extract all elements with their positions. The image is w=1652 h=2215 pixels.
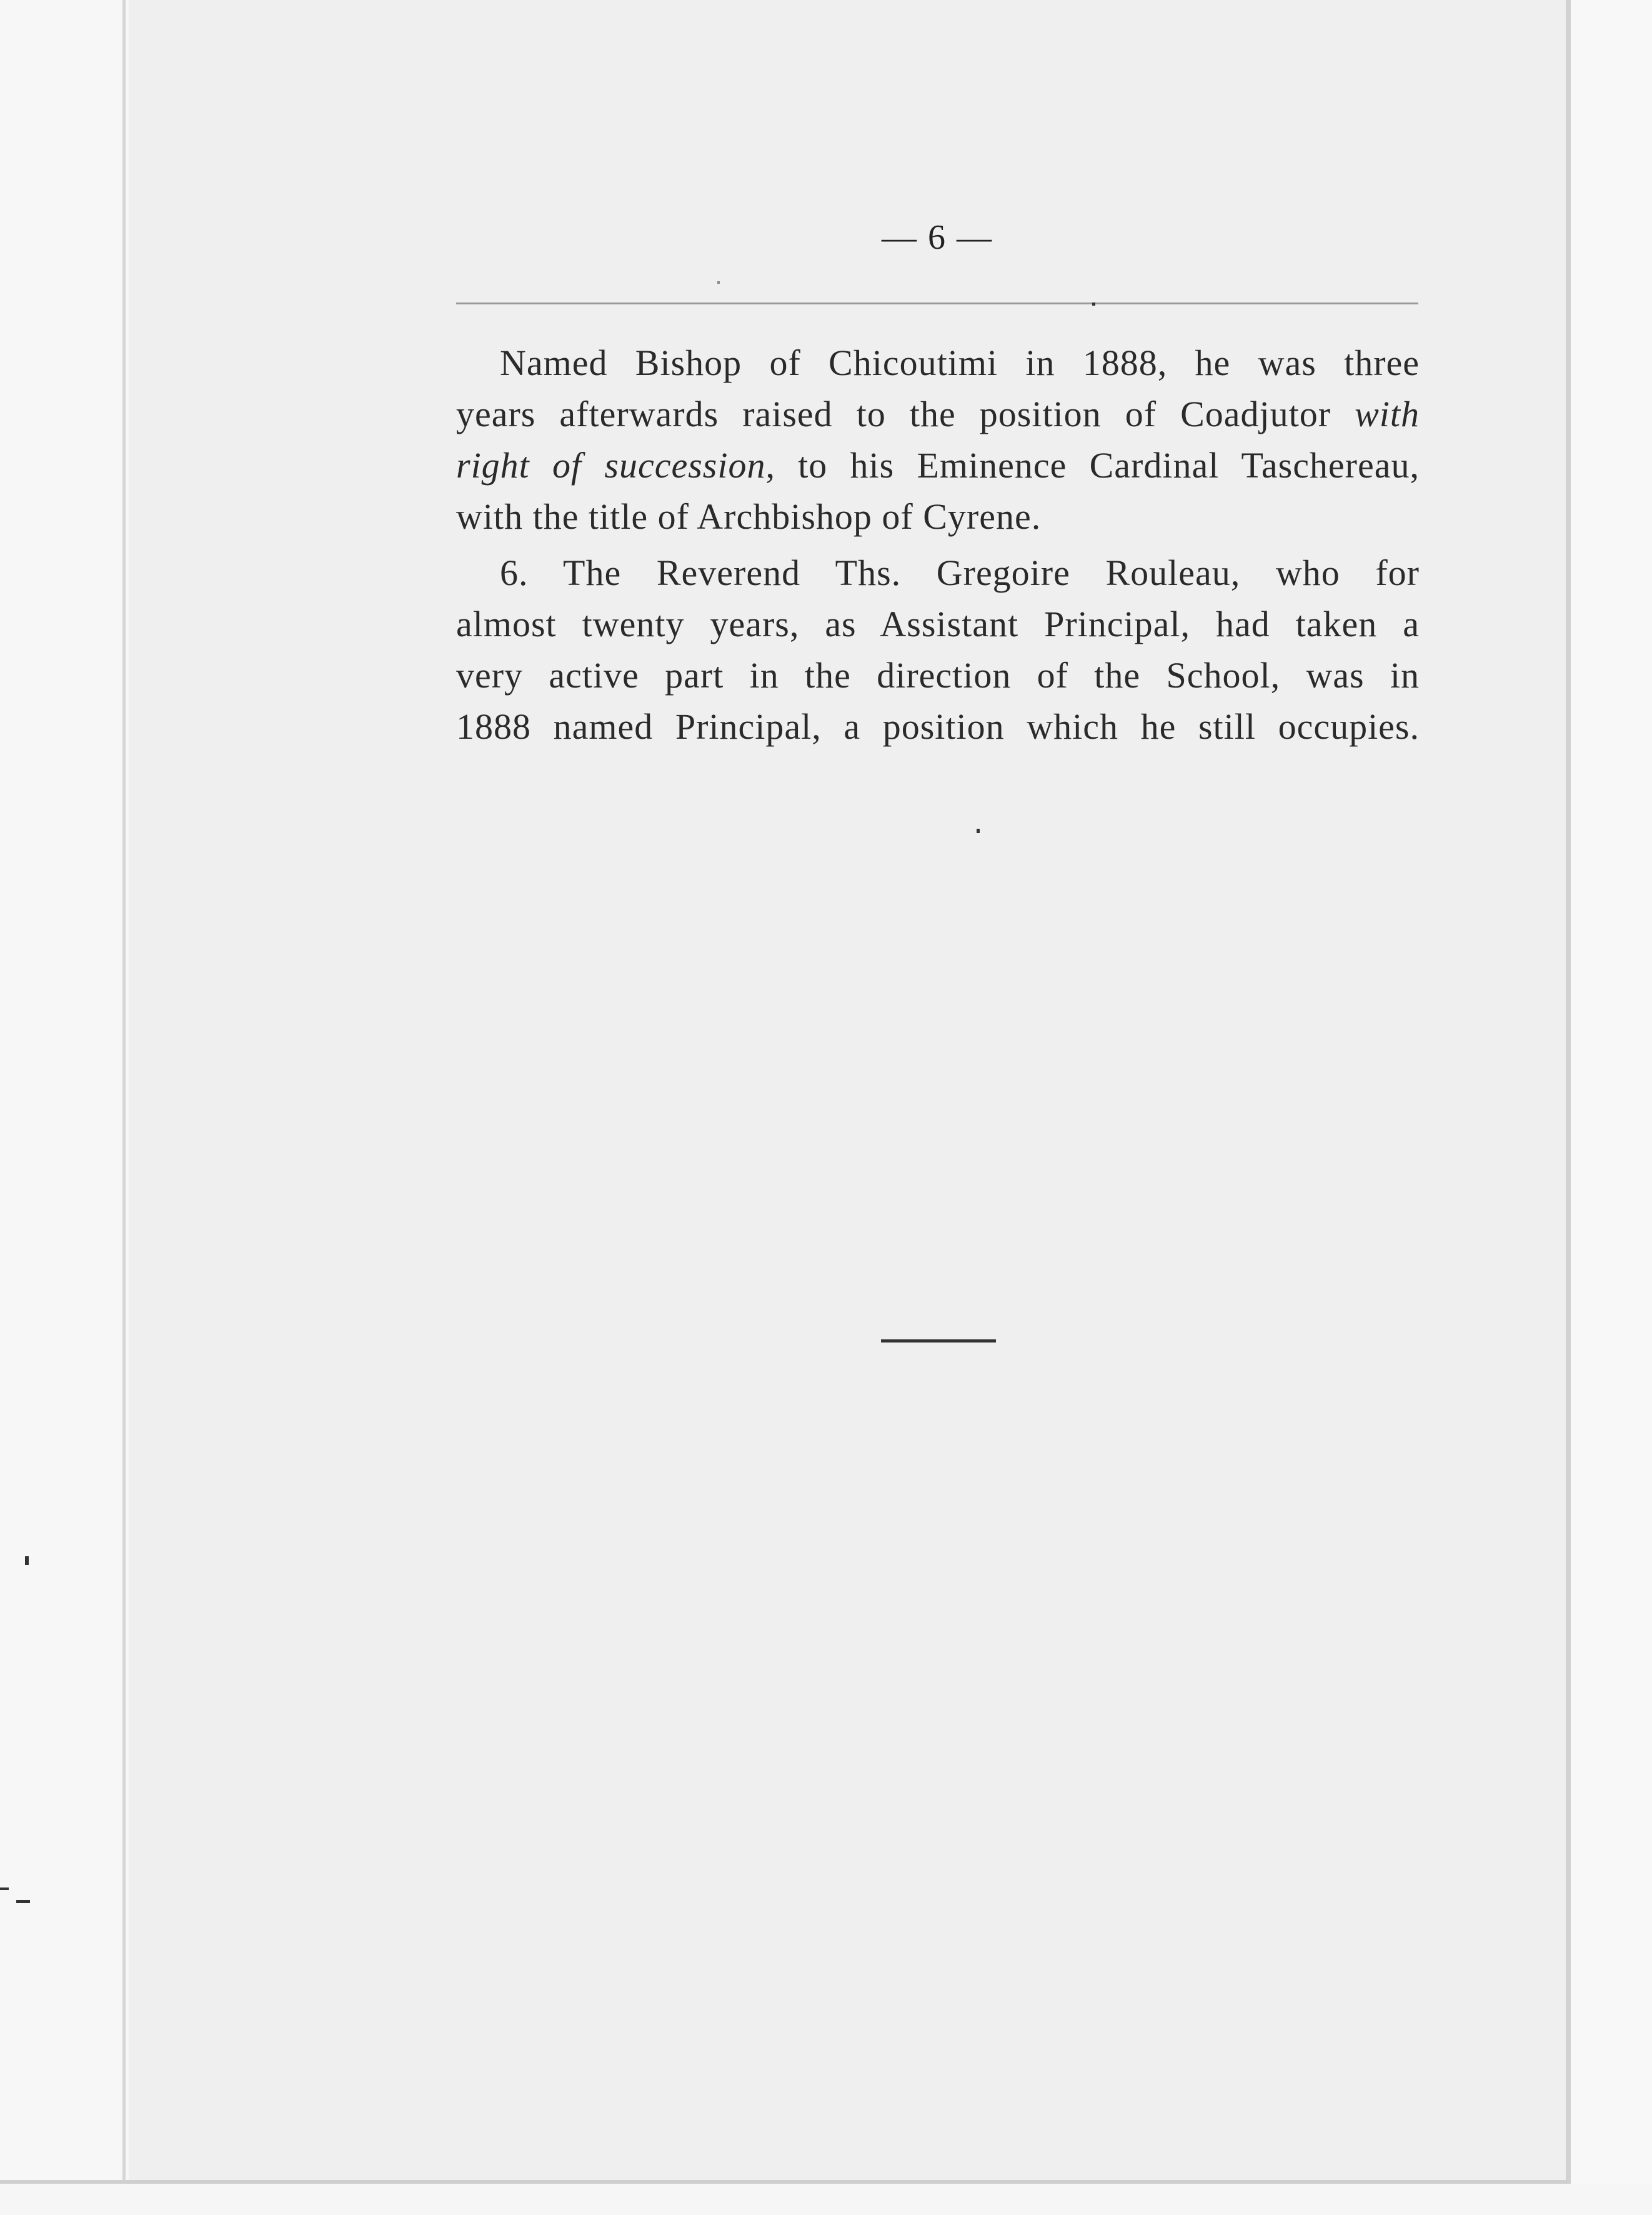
scan-speck	[717, 281, 720, 284]
paragraph-1-line-3-text: , to his Eminence Cardinal Taschereau,	[765, 445, 1420, 486]
scan-right-margin	[1571, 0, 1652, 2215]
scan-speck	[25, 1556, 29, 1565]
scan-speck	[1092, 302, 1095, 306]
paragraph-2-line-1: 6. The Reverend Ths. Gregoire Rouleau, who for	[500, 552, 1420, 593]
page-number: — 6 —	[882, 218, 993, 257]
scan-speck	[0, 1888, 9, 1890]
end-rule	[881, 1339, 996, 1342]
paragraph-2-line-4: 1888 named Principal, a position which he still occupies.	[456, 706, 1420, 747]
paragraph-1-line-2-text: years afterwards raised to the position of Coadjutor	[456, 394, 1355, 434]
scan-bottom-margin	[0, 2184, 1652, 2215]
body-text	[456, 338, 1420, 752]
header-rule	[456, 302, 1418, 304]
paragraph-1-line-2	[456, 389, 1420, 440]
paragraph-1-line-4: with the title of Archbishop of Cyrene.	[456, 496, 1042, 537]
scan-speck	[16, 1900, 30, 1903]
paragraph-1-line-3-italic: right of succession	[456, 445, 766, 486]
paragraph-1-line-3	[456, 440, 1420, 491]
paragraph-2-line-3: very active part in the direction of the School, was in	[456, 655, 1420, 696]
paragraph-1	[456, 338, 1420, 542]
paragraph-2	[456, 548, 1420, 752]
document-page	[129, 0, 1566, 2181]
paragraph-1-line-1: Named Bishop of Chicoutimi in 1888, he was three	[500, 342, 1420, 383]
scan-right-edge	[1566, 0, 1571, 2215]
scan-speck	[977, 829, 980, 833]
scan-left-margin	[0, 0, 130, 2215]
paragraph-1-line-2-italic: with	[1355, 394, 1420, 434]
paragraph-2-line-2: almost twenty years, as Assistant Principal, had taken a	[456, 604, 1420, 644]
scan-left-edge	[122, 0, 126, 2215]
